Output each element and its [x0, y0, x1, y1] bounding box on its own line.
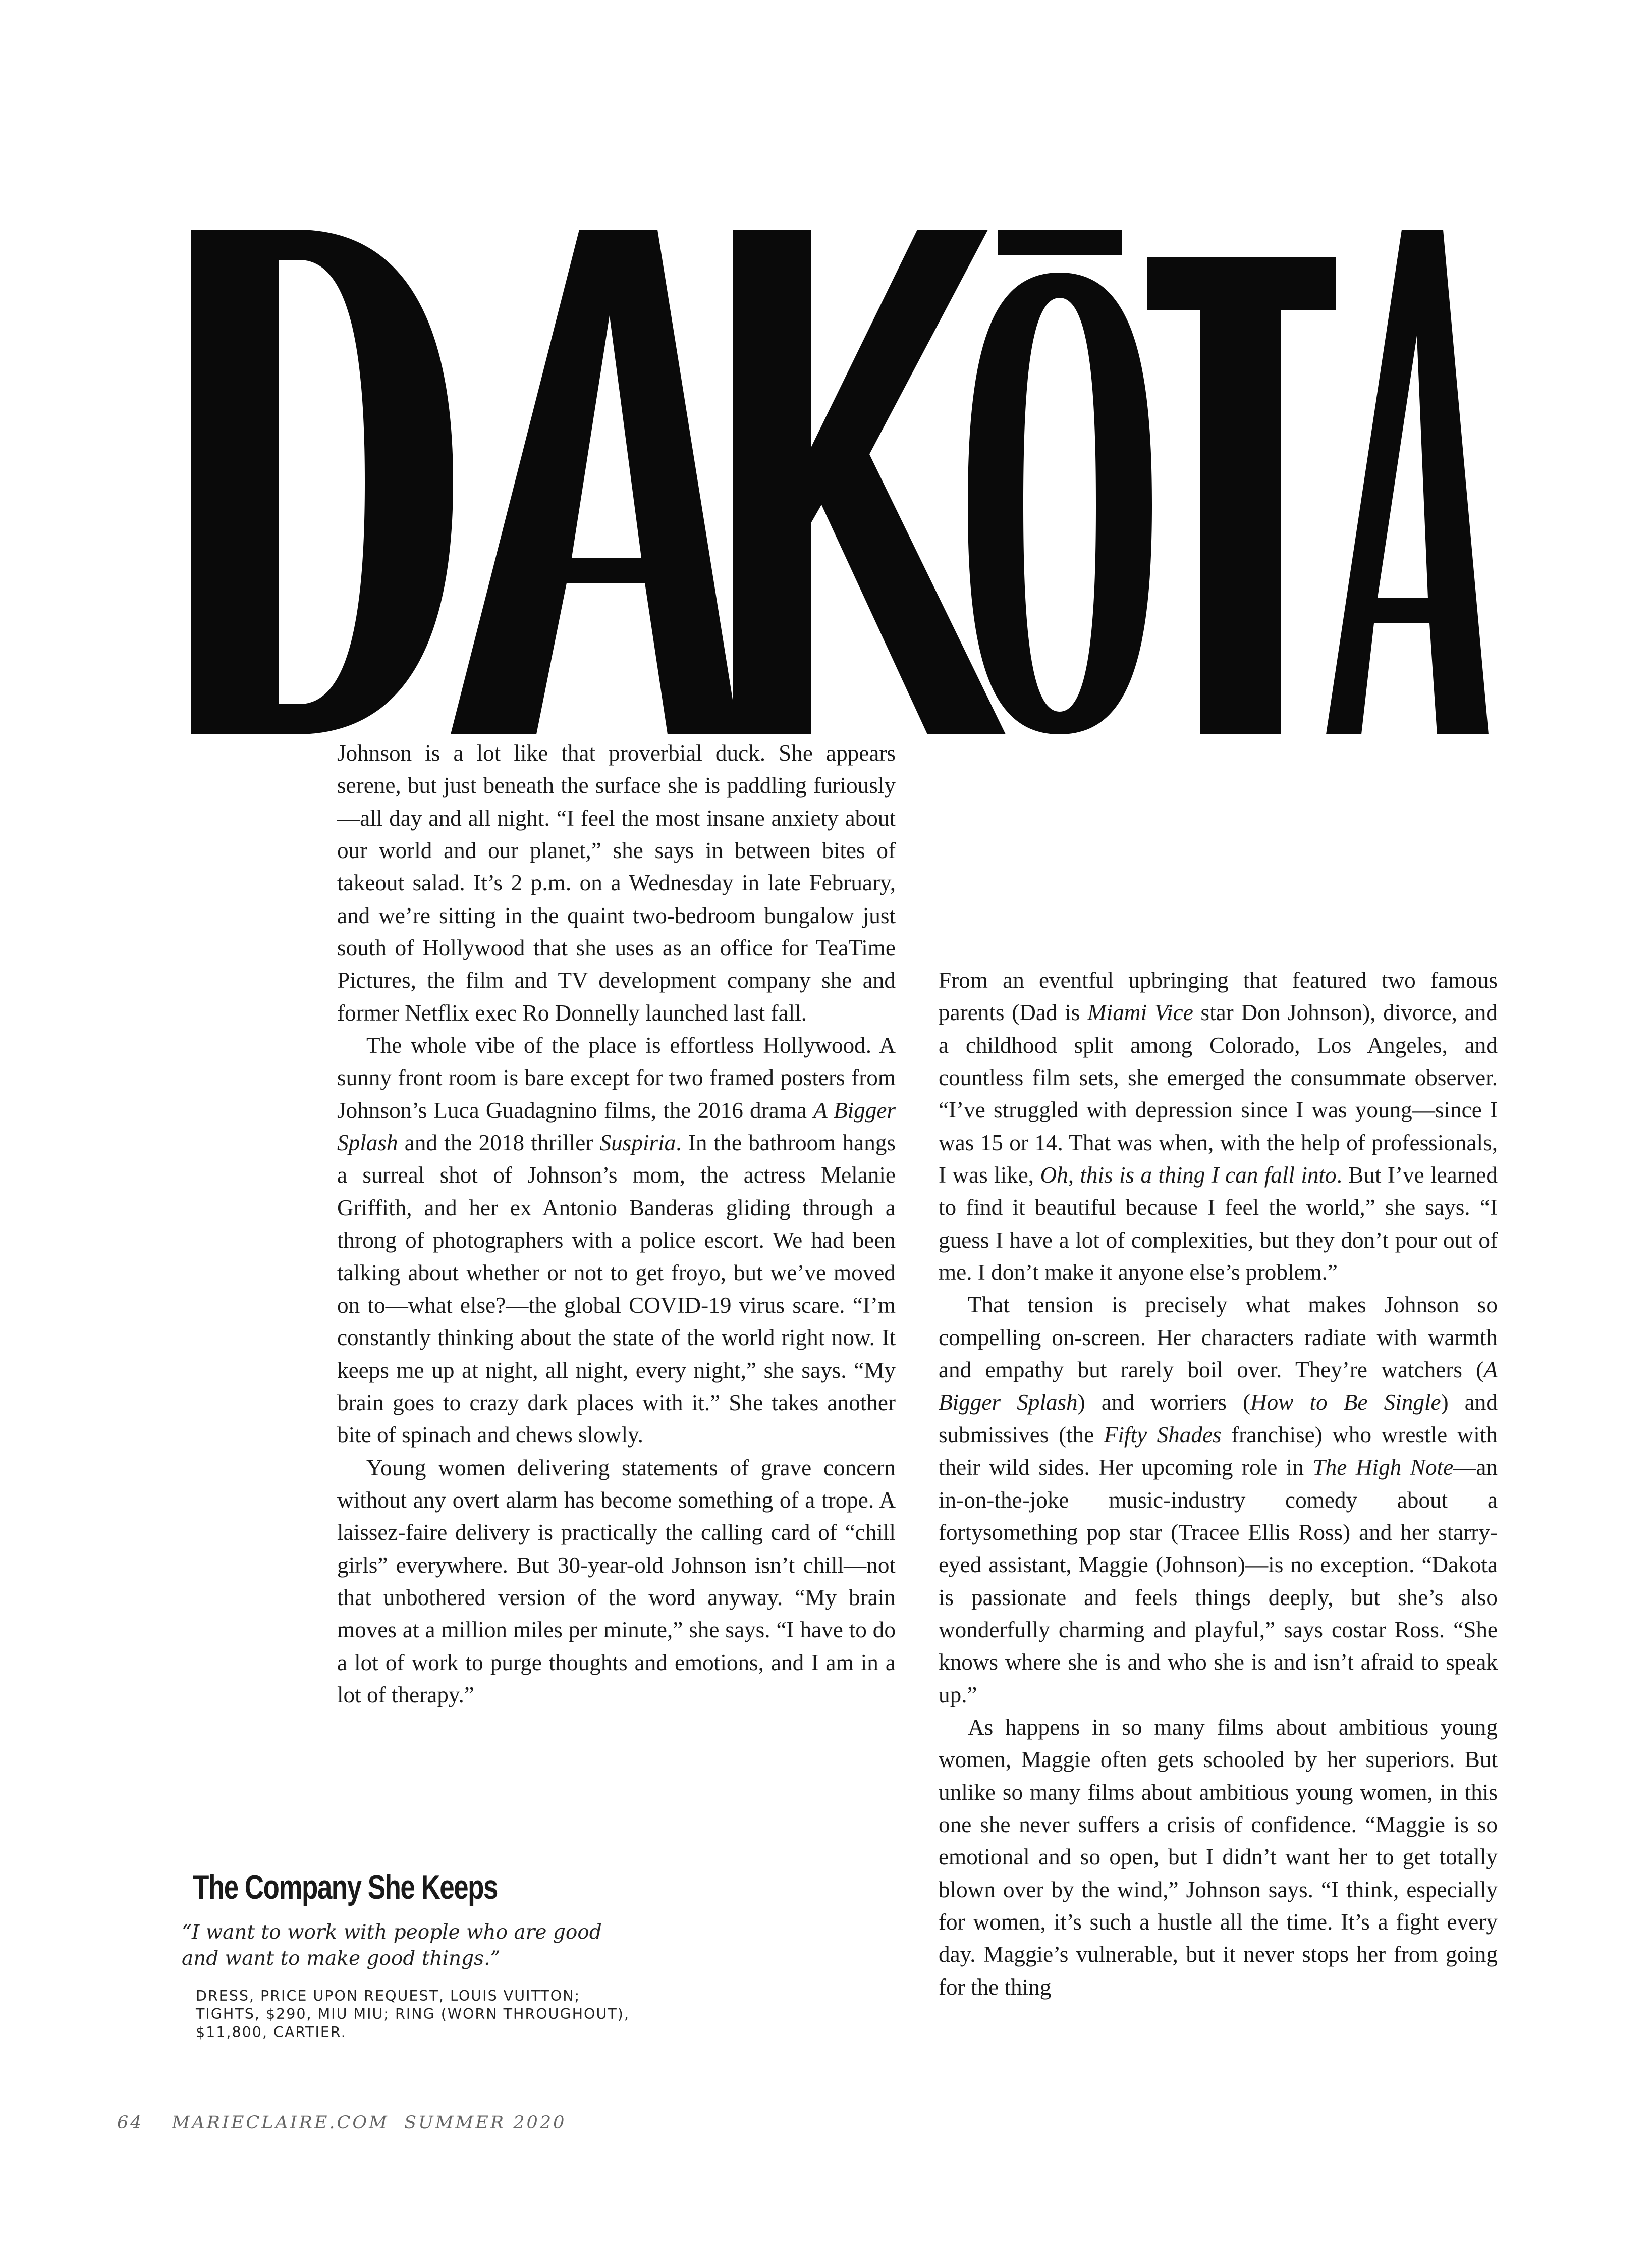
article-column-right: [939, 964, 1498, 2003]
text-run: Johnson is a lot like that proverbial duck. She appears serene, but just beneath the surface she is paddling furiously—all day and all night. “I feel the most insane anxiety about our world and our planet,” she says in between bites of takeout salad. It’s 2 p.m. on a Wednesday in late February, and we’re sitting in the quaint two-bedroom bungalow just south of Hollywood that she uses as an office for TeaTime Pictures, the film and TV development company she and former Netflix exec Ro Donnelly launched last fall.: [337, 740, 896, 1026]
headline-dakota: [191, 230, 1489, 734]
text-run: ) and submissives (the: [939, 1389, 1498, 1448]
italic-title-run: Suspiria: [599, 1130, 676, 1156]
publication-line: MARIECLAIRE.COM SUMMER 2020: [172, 2113, 567, 2133]
fashion-credits: DRESS, PRICE UPON REQUEST, LOUIS VUITTON; TIGHTS, $290, MIU MIU; RING (WORN THROUGHOUT), $11,800, CARTIER.: [196, 1988, 630, 2041]
page-footer: [117, 2113, 566, 2133]
italic-title-run: The High Note: [1312, 1455, 1454, 1480]
text-run: As happens in so many films about ambitious young women, Maggie often gets schooled by her superiors. But unlike so many films about ambitious young women, in this one she never suffers a crisis of confidence. “Maggie is so emotional and so open, but I didn’t want her to get totally blown over by the wind,” Johnson says. “I think, especially for women, it’s such a hustle all the time. It’s a fight every day. Maggie’s vulnerable, but it never stops her from going for the thing: [939, 1714, 1498, 2000]
article-paragraph: [337, 1029, 896, 1451]
letter-d: [191, 230, 453, 734]
text-run: and the 2018 thriller: [398, 1130, 600, 1156]
letter-t: [1147, 257, 1336, 734]
italic-title-run: A Bigger Splash: [939, 1357, 1498, 1415]
article-paragraph: [337, 737, 896, 1029]
article-paragraph: [939, 1289, 1498, 1710]
article-paragraph: [939, 1711, 1498, 2003]
italic-title-run: Fifty Shades: [1104, 1422, 1222, 1448]
sidebar-quote: “I want to work with people who are good and want to make good things.”: [182, 1921, 602, 1970]
italic-title-run: How to Be Single: [1250, 1389, 1441, 1415]
italic-title-run: Miami Vice: [1087, 1000, 1193, 1026]
sidebar-title: The Company She Keeps: [193, 1868, 498, 1906]
text-run: ) and worriers (: [1077, 1389, 1250, 1415]
letter-a-2: [1326, 230, 1489, 734]
text-run: . But I’ve learned to find it beautiful because I feel the world,” she says. “I guess I have a lot of complexities, but they don’t pour out of me. I don’t make it anyone else’s problem.”: [939, 1162, 1498, 1286]
text-run: The whole vibe of the place is effortless Hollywood. A sunny front room is bare except for two framed posters from Johnson’s Luca Guadagnino films, the 2016 drama: [337, 1033, 896, 1123]
italic-title-run: Oh, this is a thing I can fall into: [1040, 1162, 1337, 1188]
letter-o-macron: [998, 230, 1122, 255]
page-number: 64: [117, 2113, 144, 2133]
sidebar-box: [182, 1870, 636, 2042]
article-paragraph: [939, 964, 1498, 1289]
text-run: Young women delivering statements of grave concern without any overt alarm has become something of a trope. A laissez-faire delivery is practically the calling card of “chill girls” everywhere. But 30-year-old Johnson isn’t chill—not that unbothered version of the word anyway. “My brain moves at a million miles per minute,” she says. “I have to do a lot of work to purge thoughts and emotions, and I am in a lot of therapy.”: [337, 1455, 896, 1707]
text-run: franchise) who wrestle with their wild sides. Her upcoming role in: [939, 1422, 1498, 1480]
letter-k: [733, 230, 1006, 734]
letter-o: [968, 273, 1152, 734]
article-column-left: [337, 737, 896, 1711]
text-run: —an in-on-the-joke music-industry comedy about a fortysomething pop star (Tracee Ellis Ross) and her starry-eyed assistant, Maggie (Johnson)—is no exception. “Dakota is passionate and feels things deeply, but she’s also wonderfully charming and playful,” says costar Ross. “She knows where she is and who she is and isn’t afraid to speak up.”: [939, 1455, 1498, 1707]
italic-title-run: A Bigger Splash: [337, 1097, 896, 1156]
text-run: . In the bathroom hangs a surreal shot of Johnson’s mom, the actress Melanie Griffith, and her ex Antonio Banderas gliding through a throng of photographers with a police escort. We had been talking about whether or not to get froyo, but we’ve moved on to—what else?—the global COVID-19 virus scare. “I’m constantly thinking about the state of the world right now. It keeps me up at night, all night, every night,” she says. “My brain goes to crazy dark places with it.” She takes another bite of spinach and chews slowly.: [337, 1130, 896, 1448]
text-run: That tension is precisely what makes Johnson so compelling on-screen. Her characters radiate with warmth and empathy but rarely boil over. They’re watchers (: [939, 1292, 1498, 1383]
article-paragraph: [337, 1452, 896, 1712]
letter-a: [451, 230, 738, 734]
text-run: From an eventful upbringing that featured two famous parents (Dad is: [939, 968, 1498, 1026]
text-run: star Don Johnson), divorce, and a childhood split among Colorado, Los Angeles, and countless film sets, she emerged the consummate observer. “I’ve struggled with depression since I was young—since I was 15 or 14. That was when, with the help of professionals, I was like,: [939, 1000, 1498, 1188]
